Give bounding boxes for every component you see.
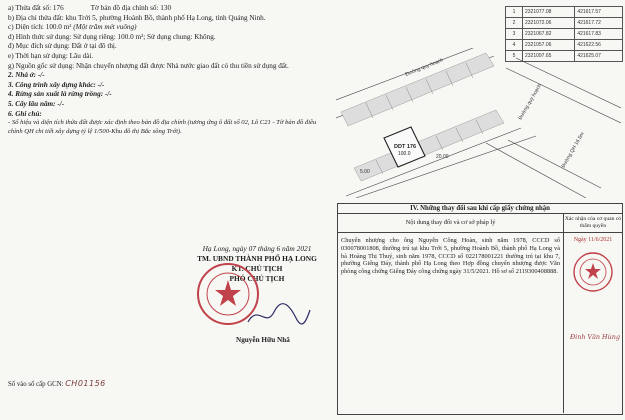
gcn-serial-label: Số vào sổ cấp GCN: bbox=[8, 381, 64, 388]
coord-row bbox=[506, 18, 623, 29]
map-depth-label: 20.00 bbox=[436, 154, 449, 160]
gcn-serial-value: CH01156 bbox=[65, 379, 106, 388]
gcn-serial bbox=[8, 379, 106, 388]
usage-origin: g) Nguồn gốc sử dụng: Nhận chuyển nhượng đất được Nhà nước giao đất có thu tiền sử dụng đất. bbox=[8, 61, 289, 70]
coord-cell: 2321077.08 bbox=[523, 7, 575, 18]
map-neighbor-strip bbox=[354, 110, 504, 181]
coord-cell: 4 bbox=[506, 40, 523, 51]
usage-form: d) Hình thức sử dụng: Sử dụng riêng: 100.0 m²; Sử dụng chung: Không. bbox=[8, 32, 216, 41]
coord-cell: 421622.56 bbox=[575, 40, 623, 51]
signing-title: PHÓ CHỦ TỊCH bbox=[229, 274, 285, 283]
coord-row bbox=[506, 29, 623, 40]
parcel-map bbox=[336, 48, 621, 198]
map-lot-size-label: 5.00 bbox=[360, 169, 370, 175]
map-sheet-number: Tờ bản đồ địa chính số: 130 bbox=[90, 4, 172, 12]
coord-cell: 2321072.06 bbox=[523, 18, 575, 29]
coord-cell: 5 bbox=[506, 51, 523, 62]
changes-table bbox=[337, 203, 623, 415]
perennial-trees-section: 5. Cây lâu năm: -/- bbox=[8, 99, 65, 108]
map-lot-area-label: 100.0 bbox=[398, 151, 411, 157]
confirm-signature: Đinh Văn Hùng bbox=[570, 333, 620, 341]
changes-col-confirm: Xác nhận của cơ quan có thẩm quyền bbox=[564, 216, 622, 229]
changes-content: Chuyển nhượng cho ông Nguyễn Công Hoàn, sinh năm 1978, CCCD số 030078001808, thường trú tại khu Trới 5, phường Hoành Bồ, thành phố Hạ Long và bà Hoàng Thị Thuý, sinh năm 1978, CCCD số 022178001221 thường trú tại khu 7, phường Giếng Đáy, thành phố Hạ Long theo Hợp đồng chuyển nhượng được Văn phòng công chứng Giếng Đáy công chứng ngày 31/5/2021. Hồ sơ số 2119300408888. bbox=[338, 233, 564, 413]
map-road-label: Đường QH 16.5m bbox=[560, 131, 586, 169]
other-construction-section: 3. Công trình xây dựng khác: -/- bbox=[8, 80, 105, 89]
map-road-label: Đường quy hoạch bbox=[404, 57, 445, 78]
signing-organization: TM. UBND THÀNH PHỐ HẠ LONG bbox=[197, 254, 317, 263]
usage-term: e) Thời hạn sử dụng: Lâu dài. bbox=[8, 51, 94, 60]
confirm-date: Ngày 11/6/2021 bbox=[573, 237, 613, 243]
changes-header: IV. Những thay đổi sau khi cấp giấy chứng nhận bbox=[338, 204, 622, 214]
confirm-seal-icon bbox=[572, 251, 614, 293]
notes-heading: 6. Ghi chú: bbox=[8, 109, 42, 118]
signing-kt: KT. CHỦ TỊCH bbox=[231, 264, 283, 273]
coord-cell: 421617.57 bbox=[575, 7, 623, 18]
coord-cell: 2321057.06 bbox=[523, 40, 575, 51]
land-info-section bbox=[8, 4, 336, 136]
parcel-number: a) Thửa đất số: 176 bbox=[8, 4, 64, 12]
map-lot-label: DDT 176 bbox=[394, 144, 417, 150]
coord-cell: 421617.83 bbox=[575, 29, 623, 40]
forest-section: 4. Rừng sản xuất là rừng trồng: -/- bbox=[8, 90, 112, 99]
parcel-address: b) Địa chỉ thửa đất: khu Trới 5, phường Hoành Bồ, thành phố Hạ Long, tỉnh Quảng Ninh. bbox=[8, 13, 266, 22]
coord-cell: 1 bbox=[506, 7, 523, 18]
signing-place-date: Hạ Long, ngày 07 tháng 6 năm 2021 bbox=[202, 244, 312, 253]
parcel-area-words: (Một trăm mét vuông) bbox=[73, 23, 137, 32]
coord-cell: 2321067.82 bbox=[523, 29, 575, 40]
parcel-area: c) Diện tích: 100.0 m² bbox=[8, 23, 72, 32]
coord-cell: 2 bbox=[506, 18, 523, 29]
coord-row bbox=[506, 7, 623, 18]
signer-name: Nguyễn Hữu Nhã bbox=[236, 336, 290, 344]
changes-col-content: Nội dung thay đổi và cơ sở pháp lý bbox=[338, 214, 564, 232]
coord-cell: 2321097.65 bbox=[523, 51, 575, 62]
house-section: 2. Nhà ở: -/- bbox=[8, 71, 45, 80]
map-road-label: Đường quy hoạch bbox=[517, 83, 543, 121]
usage-purpose: đ) Mục đích sử dụng: Đất ở tại đô thị. bbox=[8, 42, 117, 51]
coord-cell: 421625.07 bbox=[575, 51, 623, 62]
handwritten-signature-icon bbox=[244, 300, 314, 330]
coord-cell: 3 bbox=[506, 29, 523, 40]
coord-cell: 421617.72 bbox=[575, 18, 623, 29]
notes-text: - Số hiệu và diện tích thửa đất được xác định theo bản đồ địa chính (tương ứng ô đất số 02, Lô C21 - Tờ bản đồ điều chỉnh QH chi tiết xây dựng tỷ lệ 1/500-Khu đô thị Bắc sông Trới). bbox=[8, 119, 317, 135]
